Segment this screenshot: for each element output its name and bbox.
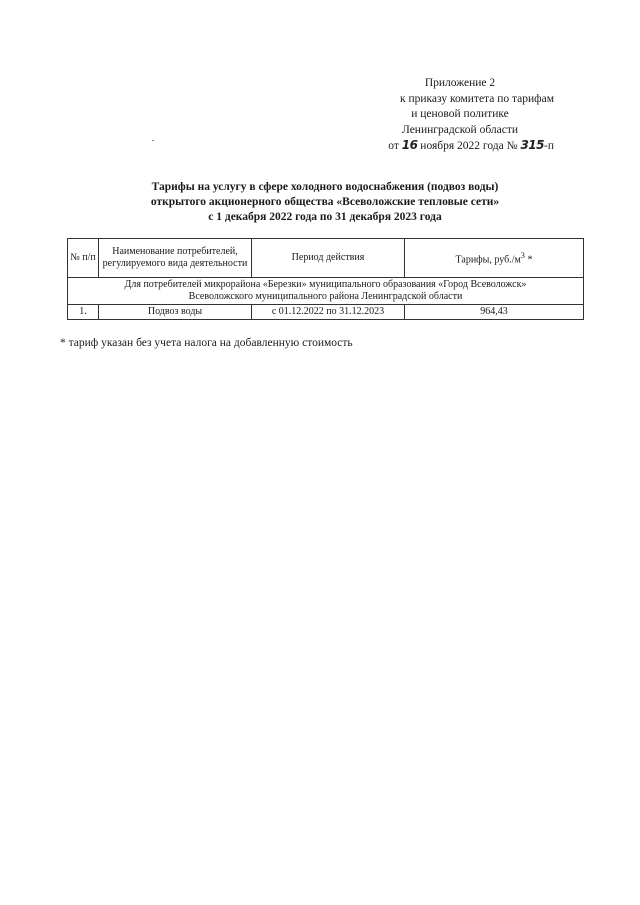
header-name: Наименование потребителей, регулируемого вида деятельности [99, 239, 252, 278]
header-tariff-star: * [524, 254, 533, 266]
header-tariff-text: Тарифы, руб./м [455, 254, 521, 266]
appendix-date-line [360, 138, 560, 155]
row-period: с 01.12.2022 по 31.12.2023 [252, 305, 405, 320]
title-line-1: Тарифы на услугу в сфере холодного водоснабжения (подвоз воды) [151, 181, 499, 193]
appendix-line-4: Ленинградской области [401, 123, 519, 136]
document-title [90, 180, 560, 225]
row-name: Подвоз воды [99, 305, 252, 320]
appendix-line-2: к приказу комитета по тарифам [400, 92, 554, 105]
appendix-line-3: и ценовой политике [411, 108, 509, 120]
appendix-block [360, 76, 560, 155]
title-line-3: с 1 декабря 2022 года по 31 декабря 2023 года [208, 211, 442, 223]
footnote: * тариф указан без учета налога на добавленную стоимость [60, 337, 353, 349]
date-rest: ноября 2022 года № [420, 140, 518, 152]
group-line-2: Всеволожского муниципального района Ленинградской области [188, 291, 463, 302]
scan-speck [152, 140, 154, 141]
group-cell [68, 278, 584, 305]
tariff-table [67, 238, 584, 320]
header-period: Период действия [252, 239, 405, 278]
date-day-handwritten: 16 [401, 138, 418, 152]
date-prefix: от [388, 140, 399, 152]
row-no: 1. [68, 305, 99, 320]
table-row [68, 305, 584, 320]
title-line-2: открытого акционерного общества «Всеволожские тепловые сети» [150, 196, 500, 208]
header-no: № п/п [68, 239, 99, 278]
table-header-row [68, 239, 584, 278]
header-tariff-sup: 3 [520, 250, 525, 260]
appendix-line-1: Приложение 2 [424, 77, 496, 89]
group-line-1: Для потребителей микрорайона «Березки» муниципального образования «Город Всеволожск» [124, 279, 527, 290]
table-group-row [68, 278, 584, 305]
order-number-handwritten: 315 [520, 138, 545, 152]
row-tariff: 964,43 [405, 305, 584, 320]
order-suffix: -п [544, 140, 554, 152]
header-tariff [405, 239, 584, 278]
